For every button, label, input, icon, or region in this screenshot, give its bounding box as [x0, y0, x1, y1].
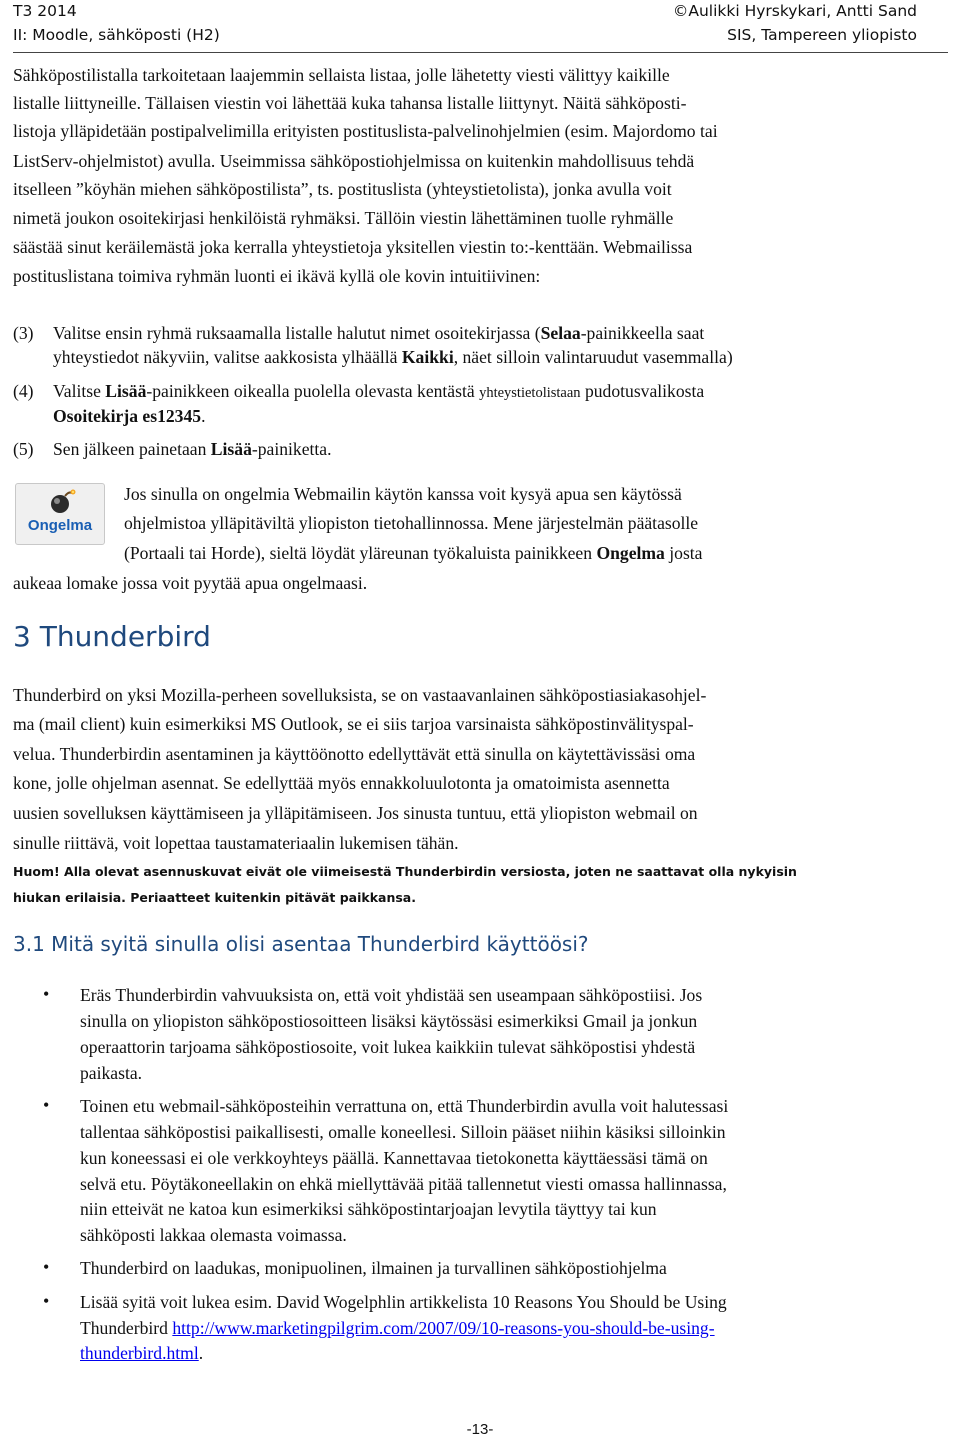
step-text: Valitse: [53, 381, 106, 401]
step-text: , näet silloin valintaruudut vasemmalla): [453, 347, 733, 367]
list-item-line: operaattorin tarjoama sähköpostiosoite, voit lukea kaikkiin tulevat sähköpostisi yhdestä: [80, 1037, 696, 1057]
step-text: Sen jälkeen painetaan: [53, 439, 211, 459]
address-book-label: Osoitekirja es12345: [53, 406, 202, 426]
section-3-line: ma (mail client) kuin esimerkiksi MS Outlook, se ei siis tarjoa varsinaista sähköpostinvälityspal-: [13, 714, 694, 734]
intro-line: listalle liittyneille. Tällaisen viestin voi lähettää kuka tahansa listalle liittynyt. Näitä sähköposti-: [13, 93, 687, 113]
list-item-line: kun koneessasi ei ole verkkoyhteys päällä. Kannettavaa tietokonetta käyttäessäsi tämä on: [80, 1148, 708, 1168]
section-3-line: kone, jolle ohjelman asennat. Se edellyttää myös ennakkoluulotonta ja omatoimista asennetta: [13, 773, 670, 793]
article-link-continued[interactable]: thunderbird.html: [80, 1343, 199, 1363]
section-3-line: Thunderbird on yksi Mozilla-perheen sovelluksista, se on vastaavanlainen sähköpostiasiakasohjel-: [13, 685, 707, 705]
lisaa-label: Lisää: [105, 381, 147, 401]
ongelma-bold: Ongelma: [596, 543, 665, 563]
step-text: .: [201, 406, 206, 426]
step-4-number: (4): [13, 381, 34, 401]
huom-note-line1: Huom! Alla olevat asennuskuvat eivät ole viimeisestä Thunderbirdin versiosta, joten ne saattavat olla nykyisin: [13, 864, 797, 879]
step-3-line1: [53, 323, 704, 344]
step-text: -painikkeen oikealla puolella olevasta kentästä: [146, 381, 480, 401]
section-3-line: uusien sovelluksen käyttämiseen ja ylläpitämiseen. Jos sinusta tuntuu, että yliopiston webmail on: [13, 803, 698, 823]
list-item-line: niin etteivät ne katoa kun esimerkiksi sähköpostintarjoajan levytila täyttyy tai kun: [80, 1199, 657, 1219]
step-text: -painiketta.: [251, 439, 332, 459]
page-number: -13-: [466, 1421, 494, 1438]
ongelma-line: Jos sinulla on ongelmia Webmailin käytön kanssa voit kysyä apua sen käytössä: [124, 484, 682, 504]
step-3-number: (3): [13, 323, 34, 343]
lisaa-label: Lisää: [210, 439, 252, 459]
bullet-icon: •: [43, 1095, 50, 1115]
ongelma-icon-label: Ongelma: [27, 517, 93, 534]
step-5-line1: [53, 439, 332, 460]
intro-line: itselleen ”köyhän miehen sähköpostilista”, ts. postituslista (yhteystietolista), jonka avulla voit: [13, 179, 672, 199]
article-link[interactable]: http://www.marketingpilgrim.com/2007/09/10-reasons-you-should-be-using-: [172, 1318, 715, 1338]
ongelma-button-image: [15, 483, 105, 545]
list-item-text: .: [198, 1343, 204, 1363]
intro-line: Sähköpostilistalla tarkoitetaan laajemmin sellaista listaa, jolle lähetetty viesti välittyy kaikille: [13, 65, 670, 85]
intro-line: nimetä joukon osoitekirjasi henkilöistä ryhmäksi. Tällöin viestin lähettäminen tuolle ryhmälle: [13, 208, 674, 228]
selaa-label: Selaa: [540, 323, 581, 343]
header-rule: [13, 52, 948, 53]
yhteystietolistaan-label: yhteystietolistaan: [479, 385, 581, 401]
list-item-line: paikasta.: [80, 1063, 143, 1083]
list-item-line: [80, 1318, 715, 1339]
bullet-icon: •: [43, 1291, 50, 1311]
step-text: Valitse ensin ryhmä ruksaamalla listalle halutut nimet osoitekirjassa (: [53, 323, 541, 343]
ongelma-line: ohjelmistoa ylläpitäviltä yliopiston tietohallinnossa. Mene järjestelmän päätasolle: [124, 513, 699, 533]
ongelma-line: [124, 543, 703, 564]
list-item-line: Thunderbird on laadukas, monipuolinen, ilmainen ja turvallinen sähköpostiohjelma: [80, 1258, 667, 1278]
step-4-line2: [53, 406, 205, 427]
step-3-line2: [53, 347, 733, 368]
list-item-line: tallentaa sähköpostisi paikallisesti, omalle koneellesi. Silloin pääset niihin käsiksi silloinkin: [80, 1122, 726, 1142]
list-item-line: Toinen etu webmail-sähköposteihin verrattuna on, että Thunderbirdin avulla voit halutessasi: [80, 1096, 729, 1116]
intro-line: säästää sinut keräilemästä joka kerralla yhteystietoja yksitellen viestin to:-kenttään. Webmailissa: [13, 237, 693, 257]
step-5-number: (5): [13, 439, 34, 459]
header-course: T3 2014: [13, 2, 77, 20]
intro-line: listoja ylläpidetään postipalvelimilla erityisten postituslista-palvelinohjelmien (esim. Majordomo tai: [13, 121, 718, 141]
section-3-1-heading: 3.1 Mitä syitä sinulla olisi asentaa Thunderbird käyttöösi?: [13, 932, 589, 956]
list-item-line: sähköposti lakkaa olemasta voimassa.: [80, 1225, 347, 1245]
ongelma-text: (Portaali tai Horde), sieltä löydät yläreunan työkaluista painikkeen: [124, 543, 597, 563]
bullet-icon: •: [43, 984, 50, 1004]
section-3-heading: 3 Thunderbird: [13, 620, 211, 653]
bomb-icon: [16, 484, 104, 544]
kaikki-label: Kaikki: [401, 347, 454, 367]
header-section: II: Moodle, sähköposti (H2): [13, 26, 220, 44]
list-item-line: Lisää syitä voit lukea esim. David Wogelphlin artikkelista 10 Reasons You Should be Using: [80, 1292, 727, 1312]
intro-line: postituslistana toimiva ryhmän luonti ei ikävä kyllä ole kovin intuitiivinen:: [13, 266, 541, 286]
intro-line: ListServ-ohjelmistot) avulla. Useimmissa sähköpostiohjelmissa on kuitenkin mahdollisuus tehdä: [13, 151, 695, 171]
bullet-icon: •: [43, 1257, 50, 1277]
ongelma-line: aukeaa lomake jossa voit pyytää apua ongelmaasi.: [13, 573, 368, 593]
list-item-line: sinulla on yliopiston sähköpostiosoitteen lisäksi käytössäsi esimerkiksi Gmail ja jonkun: [80, 1011, 698, 1031]
section-3-line: velua. Thunderbirdin asentaminen ja käyttöönotto edellyttävät että sinulla on käytettävissäsi oma: [13, 744, 696, 764]
ongelma-text: josta: [664, 543, 703, 563]
huom-note-line2: hiukan erilaisia. Periaatteet kuitenkin pitävät paikkansa.: [13, 890, 416, 905]
list-item-text: Thunderbird: [80, 1318, 173, 1338]
step-text: pudotusvalikosta: [580, 381, 705, 401]
step-text: yhteystiedot näkyviin, valitse aakkosista ylhäällä: [53, 347, 402, 367]
list-item-line: Eräs Thunderbirdin vahvuuksista on, että voit yhdistää sen useampaan sähköpostiisi. Jos: [80, 985, 703, 1005]
list-item-line: [80, 1343, 203, 1364]
list-item-line: selvä etu. Pöytäkoneellakin on ehkä miellyttävää pitää tallennetut viesti omassa hallinnassa,: [80, 1174, 727, 1194]
header-institution: SIS, Tampereen yliopisto: [727, 26, 917, 44]
header-authors: ©Aulikki Hyrskykari, Antti Sand: [672, 2, 917, 20]
section-3-line: sinulle riittävä, voit lopettaa taustamateriaalin lukemisen tähän.: [13, 833, 459, 853]
step-text: -painikkeella saat: [580, 323, 705, 343]
step-4-line1: [53, 381, 704, 402]
